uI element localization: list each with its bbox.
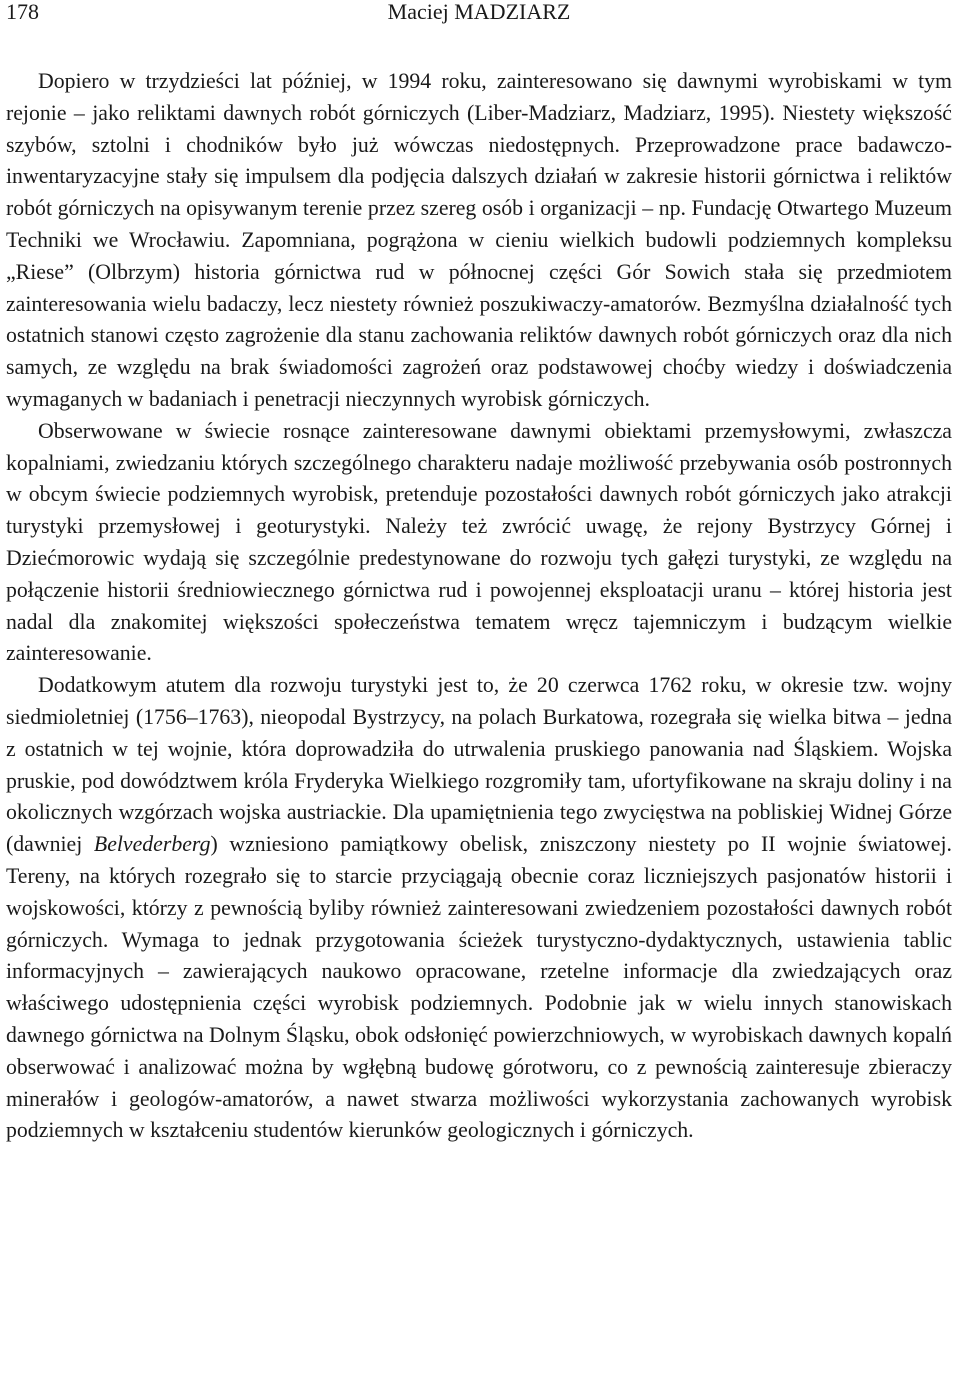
running-title: Maciej MADZIARZ [387, 0, 571, 24]
paragraph-3-text-after: ) wzniesiono pamiątkowy obelisk, zniszczony niestety po II wojnie światowej. Tereny, na których rozegrało się to starcie przyciągają obecnie coraz liczniejszych pasjonatów historii i wojskowości, którzy z pewnością byliby również zainteresowani zwiedzeniem pozostałości dawnych robót górniczych. Wymaga to jednak przygotowania ścieżek turystyczno-dydaktycznych, ustawienia tablic informacyjnych – zawierających naukowo opracowane, rzetelne informacje dla zwiedzających oraz właściwego udostępnienia części wyrobisk podziemnych. Podobnie jak w wielu innych stanowiskach dawnego górnictwa na Dolnym Śląsku, obok odsłonięć powierzchniowych, w wyrobiskach dawnych kopalń obserwować i analizować można by wgłębną budowę górotworu, co z pewnością zainteresuje zbieraczy minerałów i geologów-amatorów, a nawet stwarza możliwości wykorzystania zachowanych wyrobisk podziemnych w kształceniu studentów kierunków geologicznych i górniczych. [6, 832, 952, 1143]
page-number: 178 [6, 0, 39, 24]
paragraph-2: Obserwowane w świecie rosnące zainteresowane dawnymi obiektami przemysłowymi, zwłaszcza kopalniami, zwiedzaniu których szczególnego charakteru nadaje możliwość przebywania osób postronnych w obcym świecie podziemnych wyrobisk, pretenduje pozostałości dawnych robót górniczych jako atrakcji turystyki przemysłowej i geoturystyki. Należy też zwrócić uwagę, że rejony Bystrzycy Górnej i Dziećmorowic wydają się szczególnie predestynowane do rozwoju tych gałęzi turystyki, ze względu na połączenie historii średniowiecznego górnictwa rud i powojennej eksploatacji uranu – której historia jest nadal dla znakomitej większości społeczeństwa tematem wręcz tajemniczym i budzącym wielkie zainteresowanie. [6, 418, 952, 666]
paragraph-1: Dopiero w trzydzieści lat później, w 1994 roku, zainteresowano się dawnymi wyrobiskami w tym rejonie – jako reliktami dawnych robót górniczych (Liber-Madziarz, Madziarz, 1995). Niestety większość szybów, sztolni i chodników było już wówczas niedostępnych. Przeprowadzone prace badawczo-inwentaryzacyjne stały się impulsem dla podjęcia dalszych działań w zakresie historii górnictwa i reliktów robót górniczych na opisywanym terenie przez szereg osób i organizacji – np. Fundację Otwartego Muzeum Techniki we Wrocławiu. Zapomniana, pogrążona w cieniu wielkich budowli podziemnych kompleksu „Riese” (Olbrzym) historia górnictwa rud w północnej części Gór Sowich stała się przedmiotem zainteresowania wielu badaczy, lecz niestety również poszukiwaczy-amatorów. Bezmyślna działalność tych ostatnich stanowi często zagrożenie dla stanu zachowania reliktów dawnych robót górniczych oraz dla nich samych, ze względu na brak świadomości zagrożeń oraz podstawowej choćby wiedzy i doświadczenia wymaganych w badaniach i penetracji nieczynnych wyrobisk górniczych. [6, 69, 952, 411]
paragraph-3-text-before: Dodatkowym atutem dla rozwoju turystyki jest to, że 20 czerwca 1762 roku, w okresie tzw. wojny siedmioletniej (1756–1763), nieopodal Bystrzycy, na polach Burkatowa, rozegrała się wielka bitwa – jedna z ostatnich w tej wojnie, która doprowadziła do utrwalenia pruskiego panowania nad Śląskiem. Wojska pruskie, pod dowództwem króla Fryderyka Wielkiego rozgromiły tam, ufortyfikowane na skraju doliny i na okolicznych wzgórzach wojska austriackie. Dla upamiętnienia tego zwycięstwa na pobliskiej Widnej Górze (dawniej [6, 673, 952, 857]
paragraph-3 [6, 670, 952, 1147]
paragraph-3-italic-term: Belvederberg [93, 832, 211, 857]
running-header [6, 0, 952, 24]
body-text [6, 66, 952, 1147]
